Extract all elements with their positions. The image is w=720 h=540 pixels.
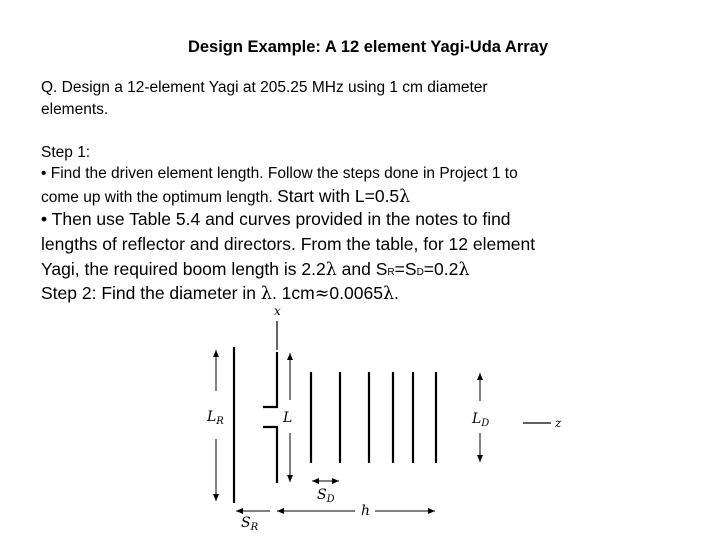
bullet2-text-c: =S xyxy=(394,259,417,279)
bullet2-text-d: =0.2 xyxy=(423,259,459,279)
ld-label: $L_D$ xyxy=(472,411,490,429)
subscript-d: D xyxy=(416,267,424,278)
subscript-r: R xyxy=(387,267,395,278)
bullet1-text-b: Start with L=0.5 xyxy=(277,186,400,206)
driven-element-upper xyxy=(263,352,277,407)
question-line-1: Q. Design a 12-element Yagi at 205.25 MHz using 1 cm diameter xyxy=(41,79,488,96)
step2-text-a: Step 2: Find the diameter in xyxy=(41,283,261,303)
l-label: L xyxy=(283,410,293,426)
step2-text-b: . 1cm xyxy=(271,283,315,303)
question-line-2: elements. xyxy=(41,101,109,118)
lambda-symbol: λ xyxy=(260,284,272,304)
lambda-symbol: λ xyxy=(325,260,337,280)
yagi-array-diagram xyxy=(195,305,595,540)
approx-symbol: ≈ xyxy=(314,284,330,304)
driven-element-lower xyxy=(263,427,277,483)
step1-heading: Step 1: xyxy=(41,144,91,161)
bullet1-text-a: come up with the optimum length. xyxy=(41,189,278,206)
h-label: h xyxy=(361,503,371,519)
lambda-symbol: λ xyxy=(458,260,470,280)
lambda-symbol: λ xyxy=(382,284,395,304)
step2-line xyxy=(41,281,681,307)
page-title: Design Example: A 12 element Yagi-Uda Array xyxy=(187,38,549,56)
z-axis-label: z xyxy=(555,416,562,430)
x-axis-label: x xyxy=(274,305,281,318)
lambda-symbol: λ xyxy=(399,187,411,207)
bullet2-text-b: and S xyxy=(336,259,388,279)
lr-label: $L_R$ xyxy=(207,409,224,427)
step2-text-c: 0.0065 xyxy=(329,283,383,303)
step2-text-d: . xyxy=(394,283,399,303)
step1-bullet2-line1: • Then use Table 5.4 and curves provided in the notes to find xyxy=(41,209,511,229)
step1-bullet2-line2: lengths of reflector and directors. From the table, for 12 element xyxy=(41,234,536,254)
sd-label: $S_D$ xyxy=(317,487,335,505)
bullet2-text-a: Yagi, the required boom length is 2.2 xyxy=(41,259,326,279)
step1-bullet1-line1: • Find the driven element length. Follow the steps done in Project 1 to xyxy=(41,165,518,182)
sr-label: $S_R$ xyxy=(241,515,259,533)
